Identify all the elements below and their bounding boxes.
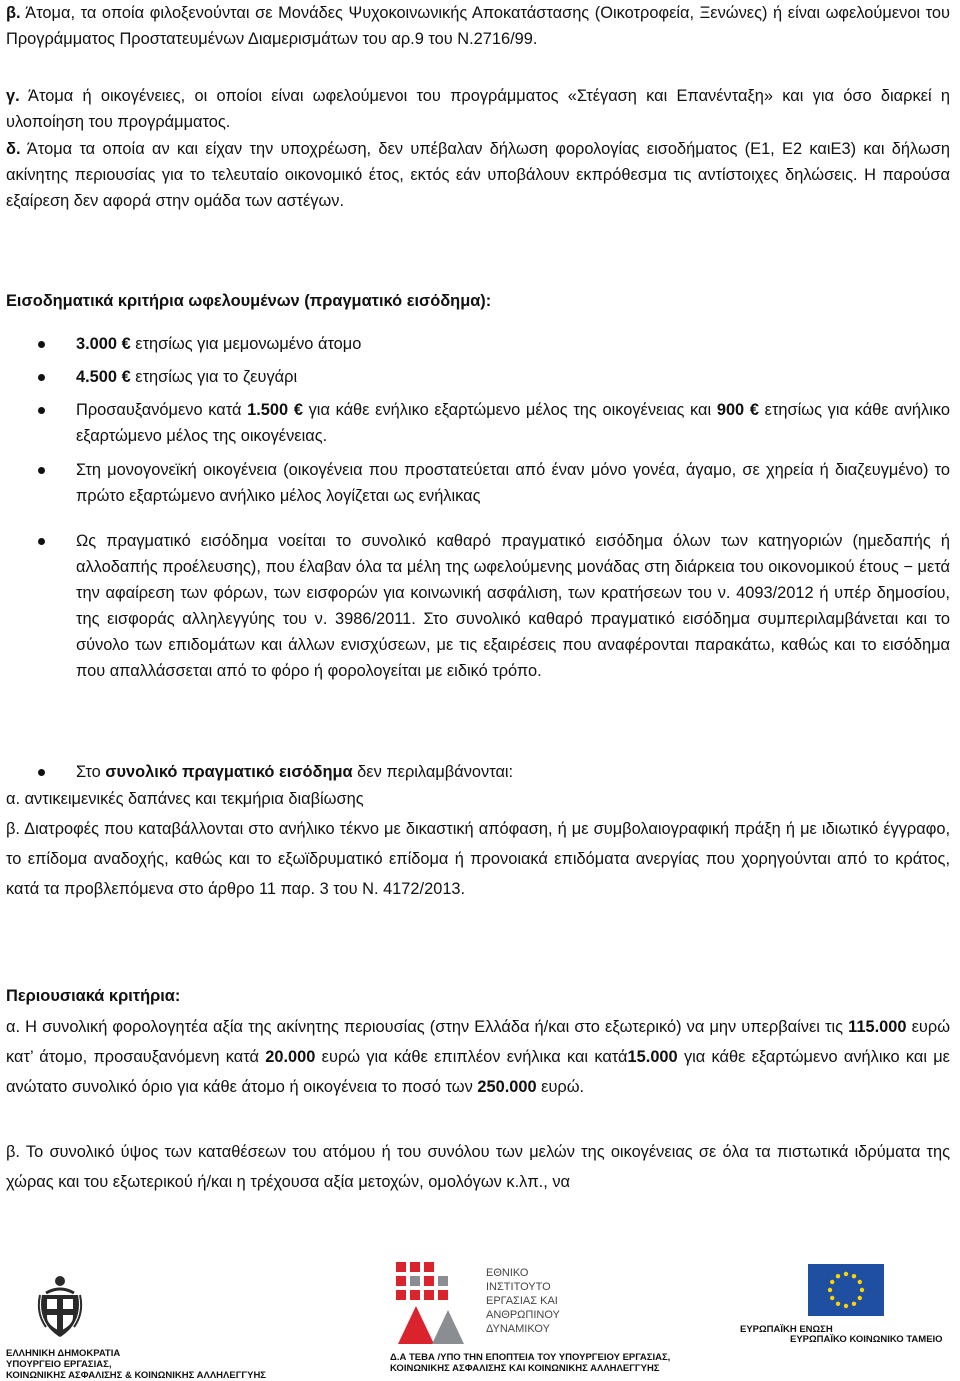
bullet-single-person <box>76 331 950 357</box>
eu-flag-icon <box>808 1264 884 1316</box>
paragraph-section-c <box>6 83 950 135</box>
esf-label: ΕΥΡΩΠΑΪΚΟ ΚΟΙΝΩΝΙΚΟ ΤΑΜΕΙΟ <box>790 1334 943 1345</box>
amount-900: 900 <box>716 401 745 419</box>
section-d-text: Άτομα τα οποία αν και είχαν την υποχρέωση, δεν υπέβαλαν δήλωση φορολογίας εισοδήματος (Ε1, Ε2 καιΕ3) και δήλωση ακίνητης περιουσίας για το τελευταίο οικονομικό έτος, εκτός εάν υποβάλουν εκπρόθεσμα τις αντίστοιχες δηλώσεις. Η παρούσα εξαίρεση δεν αφορά στην ομάδα των αστέγων. <box>6 140 950 210</box>
asset-a-text-5: ευρώ. <box>536 1078 585 1096</box>
eiead-logo-icon <box>392 1258 472 1348</box>
section-b-text: Άτομα, τα οποία φιλοξενούνται σε Μονάδες Ψυχοκοινωνικής Αποκατάστασης (Οικοτροφεία, Ξενώνες) ή είναι ωφελούμενοι του Προγράμματος Προστατευμένων Διαμερισμάτων του αρ.9 του Ν.2716/99. <box>6 4 950 48</box>
bullet-dot <box>38 769 45 776</box>
eiead-label-2: ΙΝΣΤΙΤΟΥΤΟ <box>486 1281 551 1293</box>
exclusion-b: β. Διατροφές που καταβάλλονται στο ανήλικο τέκνο με δικαστική απόφαση, ή με συμβολαιογραφική πράξη ή με ιδιωτικό έγγραφο, το επίδομα αναδοχής, καθώς και το εξωϊδρυματικό επίδομα ή προνοιακά επιδόματα ανεργίας που χορηγούνται από το κράτος, κατά τα προβλεπόμενα στο άρθρο 11 παρ. 3 του Ν. 4172/2013. <box>6 820 950 898</box>
greek-republic-label: ΕΛΛΗΝΙΚΗ ΔΗΜΟΚΡΑΤΙΑ <box>6 1348 121 1359</box>
asset-a-text-1: α. Η συνολική φορολογητέα αξία της ακίνητης περιουσίας (στην Ελλάδα ή/και στο εξωτερικό) να μην υπερβαίνει τις <box>6 1018 849 1036</box>
bullet-3-pre: Προσαυξανόμενο κατά <box>76 401 248 419</box>
asset-criteria-heading: Περιουσιακά κριτήρια: <box>6 987 181 1005</box>
amount-1500: 1.500 <box>247 401 289 419</box>
bullet-dot <box>38 407 45 414</box>
exclusion-a: α. αντικειμενικές δαπάνες και τεκμήρια διαβίωσης <box>6 790 364 808</box>
euro-sign: € <box>121 368 131 386</box>
footer-logos <box>0 1230 960 1380</box>
section-d-label: δ. <box>6 140 21 158</box>
bullet-real-income-definition: Ως πραγματικό εισόδημα νοείται το συνολικό καθαρό πραγματικό εισόδημα όλων των κατηγοριών (ημεδαπής ή αλλοδαπής προέλευσης), που έλαβαν όλα τα μέλη της ωφελούμενης μονάδας στη διάρκεια του οικονομικού έτους − μετά την αφαίρεση των φόρων, των εισφορών για κοινωνική ασφάλιση, των κρατήσεων του ν. 4093/2012 ή υπέρ δημοσίου, της εισφοράς αλληλεγγύης του ν. 3986/2011. Στο συνολικό καθαρό πραγματικό εισόδημα συμπεριλαμβάνεται και το σύνολο των επιδομάτων και άλλων ενισχύσεων, με τις εξαιρέσεις που αναφέρονται παρακάτω, καθώς και το εισόδημα που απαλλάσσεται από το φόρο ή φορολογείται με ειδικό τρόπο. <box>76 532 950 680</box>
amount-3000: 3.000 <box>76 335 118 353</box>
paragraph-section-d <box>6 136 950 214</box>
bullet-dot <box>38 374 45 381</box>
section-c-text: Άτομα ή οικογένειες, οι οποίοι είναι ωφελούμενοι του προγράμματος «Στέγαση και Επανένταξη» και για όσο διαρκεί η υλοποίηση του προγράμματος. <box>6 87 950 131</box>
asset-a-text-2: ευρώ κατ’ άτομο, προσαυξανόμενη κατά <box>6 1018 950 1066</box>
bullet-3-post: ετησίως για κάθε ανήλικο εξαρτώμενο μέλος της οικογένειας. <box>76 401 950 445</box>
eu-label: ΕΥΡΩΠΑΪΚΗ ΕΝΩΣΗ <box>740 1324 833 1335</box>
ministry-label-line2: ΚΟΙΝΩΝΙΚΗΣ ΑΣΦΑΛΙΣΗΣ & ΚΟΙΝΩΝΙΚΗΣ ΑΛΛΗΛΕΓΓΥΗΣ <box>6 1370 267 1381</box>
asset-criteria-a <box>6 1012 950 1102</box>
amount-4500: 4.500 <box>76 368 118 386</box>
bullet-6-bold: συνολικό πραγματικό εισόδημα <box>105 763 353 781</box>
bullet-6-post: δεν περιλαμβάνονται: <box>352 763 514 781</box>
ministry-label-line1: ΥΠΟΥΡΓΕΙΟ ΕΡΓΑΣΙΑΣ, <box>6 1359 112 1370</box>
bullet-dot <box>38 467 45 474</box>
income-criteria-heading: Εισοδηματικά κριτήρια ωφελουμένων (πραγματικό εισόδημα): <box>6 292 492 310</box>
section-b-label: β. <box>6 4 21 22</box>
bullet-couple <box>76 364 950 390</box>
teva-label-line1: Δ.Α ΤΕΒΑ /ΥΠΟ ΤΗΝ ΕΠΟΠΤΕΙΑ ΤΟΥ ΥΠΟΥΡΓΕΙΟΥ ΕΡΓΑΣΙΑΣ, <box>390 1352 671 1363</box>
amount-250000: 250.000 <box>477 1078 537 1096</box>
eiead-label-1: ΕΘΝΙΚΟ <box>486 1267 529 1279</box>
bullet-1-text: ετησίως για μεμονωμένο άτομο <box>130 335 362 353</box>
amount-115000: 115.000 <box>848 1018 907 1036</box>
bullet-dot <box>38 538 45 545</box>
bullet-3-mid: για κάθε ενήλικο εξαρτώμενο μέλος της οικογένειας και <box>302 401 717 419</box>
asset-a-text-3: ευρώ για κάθε επιπλέον ενήλικα και κατά <box>315 1048 628 1066</box>
eiead-label-4: ΑΝΘΡΩΠΙΝΟΥ <box>486 1309 560 1321</box>
bullet-2-text: ετησίως για το ζευγάρι <box>130 368 298 386</box>
eiead-label-5: ΔΥΝΑΜΙΚΟΥ <box>486 1323 550 1335</box>
greek-coat-of-arms-icon <box>36 1265 84 1341</box>
euro-sign: € <box>293 401 303 419</box>
euro-sign: € <box>749 401 759 419</box>
bullet-6-pre: Στο <box>76 763 106 781</box>
amount-20000: 20.000 <box>265 1048 316 1066</box>
asset-a-text-4: για κάθε εξαρτώμενο ανήλικο και με ανώτατο συνολικό όριο για κάθε άτομο ή οικογένεια το ποσό των <box>6 1048 950 1096</box>
eiead-label-3: ΕΡΓΑΣΙΑΣ ΚΑΙ <box>486 1295 558 1307</box>
teva-label-line2: ΚΟΙΝΩΝΙΚΗΣ ΑΣΦΑΛΙΣΗΣ ΚΑΙ ΚΟΙΝΩΝΙΚΗΣ ΑΛΛΗΛΕΓΓΥΗΣ <box>390 1363 660 1374</box>
bullet-increase <box>76 397 950 449</box>
bullet-single-parent: Στη μονογονεϊκή οικογένεια (οικογένεια που προστατεύεται από έναν μόνο γονέα, άγαμο, σε χηρεία ή διαζευγμένο) το πρώτο εξαρτώμενο ανήλικο μέλος λογίζεται ως ενήλικας <box>76 461 950 505</box>
paragraph-section-b <box>6 0 950 52</box>
asset-criteria-b: β. Το συνολικό ύψος των καταθέσεων του ατόμου ή του συνόλου των μελών της οικογένειας σε όλα τα πιστωτικά ιδρύματα της χώρας και του εξωτερικού ή/και η τρέχουσα αξία μετοχών, ομολόγων κ.λπ., να <box>6 1143 950 1191</box>
section-c-label: γ. <box>6 87 20 105</box>
euro-sign: € <box>121 335 131 353</box>
bullet-exclusions <box>76 759 950 785</box>
bullet-dot <box>38 341 45 348</box>
amount-15000: 15.000 <box>627 1048 678 1066</box>
